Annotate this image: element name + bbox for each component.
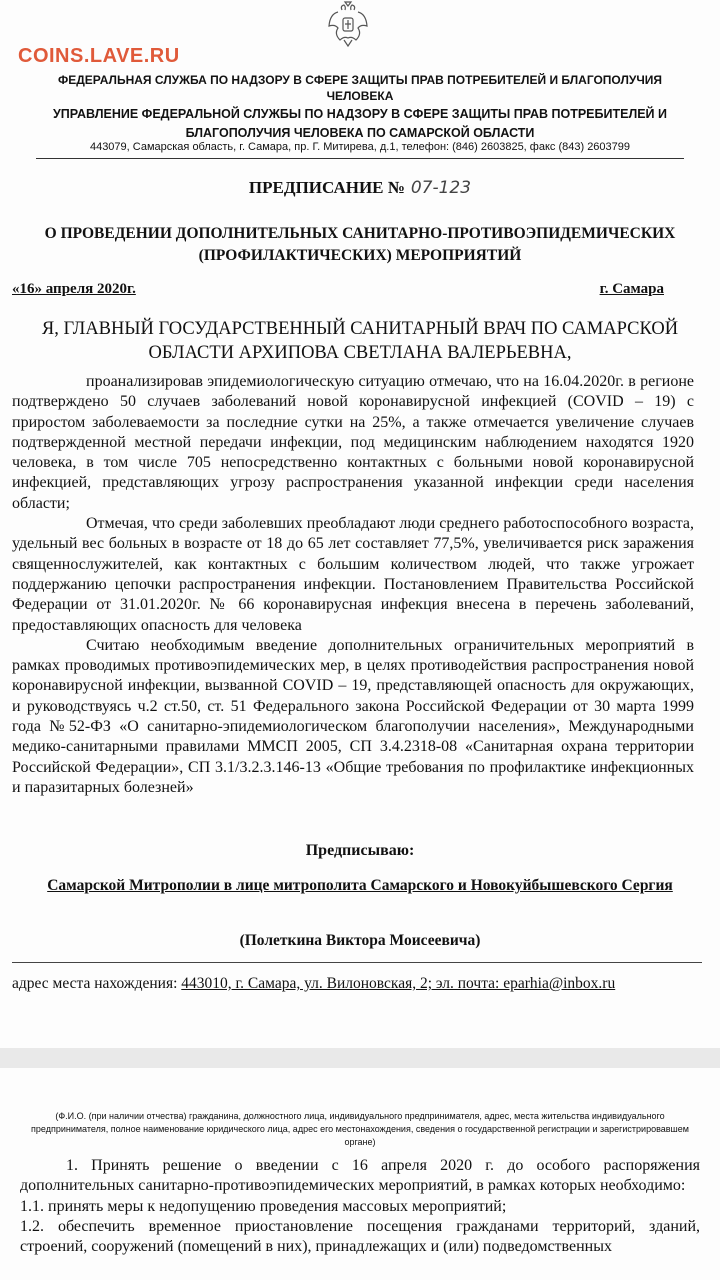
paragraph: проанализировав эпидемиологическую ситуацию отмечаю, что на 16.04.2020г. в регионе подтверждено 50 случаев заболеваний новой коронавирусной инфекцией (COVID – 19) с приростом заболеваемости за последние сутки на 25%, а также отмечается увеличение случаев подтвержденной местной передачи инфекции, под медицинским наблюдением находятся 1920 человека, в том числе 705 непосредственно контактных с больными новой коронавирусной инфекцией, представляющих угрозу распространения указанной инфекции среди населения области;	[12, 373, 694, 512]
department-name: УПРАВЛЕНИЕ ФЕДЕРАЛЬНОЙ СЛУЖБЫ ПО НАДЗОРУ В СФЕРЕ ЗАЩИТЫ ПРАВ ПОТРЕБИТЕЛЕЙ И БЛАГОПОЛУЧИЯ ЧЕЛОВЕКА ПО САМАРСКОЙ ОБЛАСТИ	[53, 107, 667, 140]
recipient-organization: Самарской Митрополии в лице митрополита Самарского и Новокуйбышевского Сергия	[47, 877, 673, 894]
header-divider	[36, 158, 684, 159]
document-subtitle: О ПРОВЕДЕНИИ ДОПОЛНИТЕЛЬНЫХ САНИТАРНО-ПРОТИВОЭПИДЕМИЧЕСКИХ (ПРОФИЛАКТИЧЕСКИХ) МЕРОПРИЯТИЙ	[44, 225, 676, 264]
paragraph: Отмечая, что среди заболевших преобладают люди среднего работоспособного возраста, удельный вес больных в возрасте от 18 до 65 лет составляет 77,5%, увеличивается риск заражения священнослужителей, как контактных с большим количеством людей, что также угрожает поддержанию цепочки распространения инфекции. Постановлением Правительства Российской Федерации от 31.01.2020г. № 66 коронавирусная инфекция внесена в перечень заболеваний, предоставляющих опасность для человека	[12, 515, 694, 634]
agency-name: ФЕДЕРАЛЬНАЯ СЛУЖБА ПО НАДЗОРУ В СФЕРЕ ЗАЩИТЫ ПРАВ ПОТРЕБИТЕЛЕЙ И БЛАГОПОЛУЧИЯ ЧЕЛОВЕКА	[57, 73, 663, 103]
page2-body	[20, 1156, 700, 1257]
recipient-divider	[12, 962, 702, 963]
document-city: г. Самара	[599, 281, 664, 297]
paragraph: Считаю необходимым введение дополнительных ограничительных мероприятий в рамках проводимых противоэпидемических мер, в целях противодействия распространения новой коронавирусной инфекции, вызванной COVID – 19, представляющей опасность для окружающих, и руководствуясь ч.2 ст.50, ст. 51 Федерального закона Российской Федерации от 30 марта 1999 года №52-ФЗ «О санитарно-эпидемиологическом благополучии населения», Международными медико-санитарными правилами ММСП 2005, СП 3.4.2318-08 «Санитарная охрана территории Российской Федерации», СП 3.1/3.2.3.146-13 «Общие требования по профилактике инфекционных и паразитарных болезней»	[12, 636, 694, 796]
doctor-statement: Я, ГЛАВНЫЙ ГОСУДАРСТВЕННЫЙ САНИТАРНЫЙ ВРАЧ ПО САМАРСКОЙ ОБЛАСТИ АРХИПОВА СВЕТЛАНА ВАЛЕРЬЕВНА,	[41, 319, 679, 363]
handwritten-number: 07-123	[410, 178, 472, 198]
list-item: 1.2. обеспечить временное приостановление посещения гражданами территорий, зданий, строений, сооружений (помещений в них), принадлежащих и (или) подведомственных	[20, 1217, 700, 1256]
title-text: ПРЕДПИСАНИЕ №	[248, 178, 405, 197]
recipient-address	[12, 975, 702, 993]
document-title	[0, 178, 720, 198]
address-label: адрес места нахождения:	[12, 975, 182, 992]
address-value: 443010, г. Самара, ул. Вилоновская, 2; эл. почта: eparhia@inbox.ru	[181, 975, 616, 992]
document-page-2	[0, 1068, 720, 1280]
prescribe-heading: Предписываю:	[305, 842, 415, 859]
russian-coat-of-arms-icon	[326, 0, 370, 50]
document-date: «16» апреля 2020г.	[12, 281, 136, 297]
list-item: 1. Принять решение о введении с 16 апреля 2020 г. до особого распоряжения дополнительных санитарно-противоэпидемических мероприятий, в рамках которых необходимо:	[20, 1157, 700, 1195]
agency-address: 443079, Самарская область, г. Самара, пр. Г. Митирева, д.1, телефон: (846) 2603825, факс (843) 2603799	[89, 141, 631, 153]
list-item: 1.1. принять меры к недопущению проведения массовых мероприятий;	[20, 1197, 507, 1215]
site-watermark: COINS.LAVE.RU	[18, 45, 180, 67]
fio-note: (Ф.И.О. (при наличии отчества) гражданина, должностного лица, индивидуального предпринимателя, адрес, места жительства индивидуального предпринимателя, полное наименование юридического лица, адрес его местонахождения, сведения о государственной регистрации и зарегистрировавшем органе)	[31, 1111, 689, 1147]
document-body	[12, 372, 694, 798]
recipient-person: (Полеткина Виктора Моисеевича)	[239, 932, 481, 949]
